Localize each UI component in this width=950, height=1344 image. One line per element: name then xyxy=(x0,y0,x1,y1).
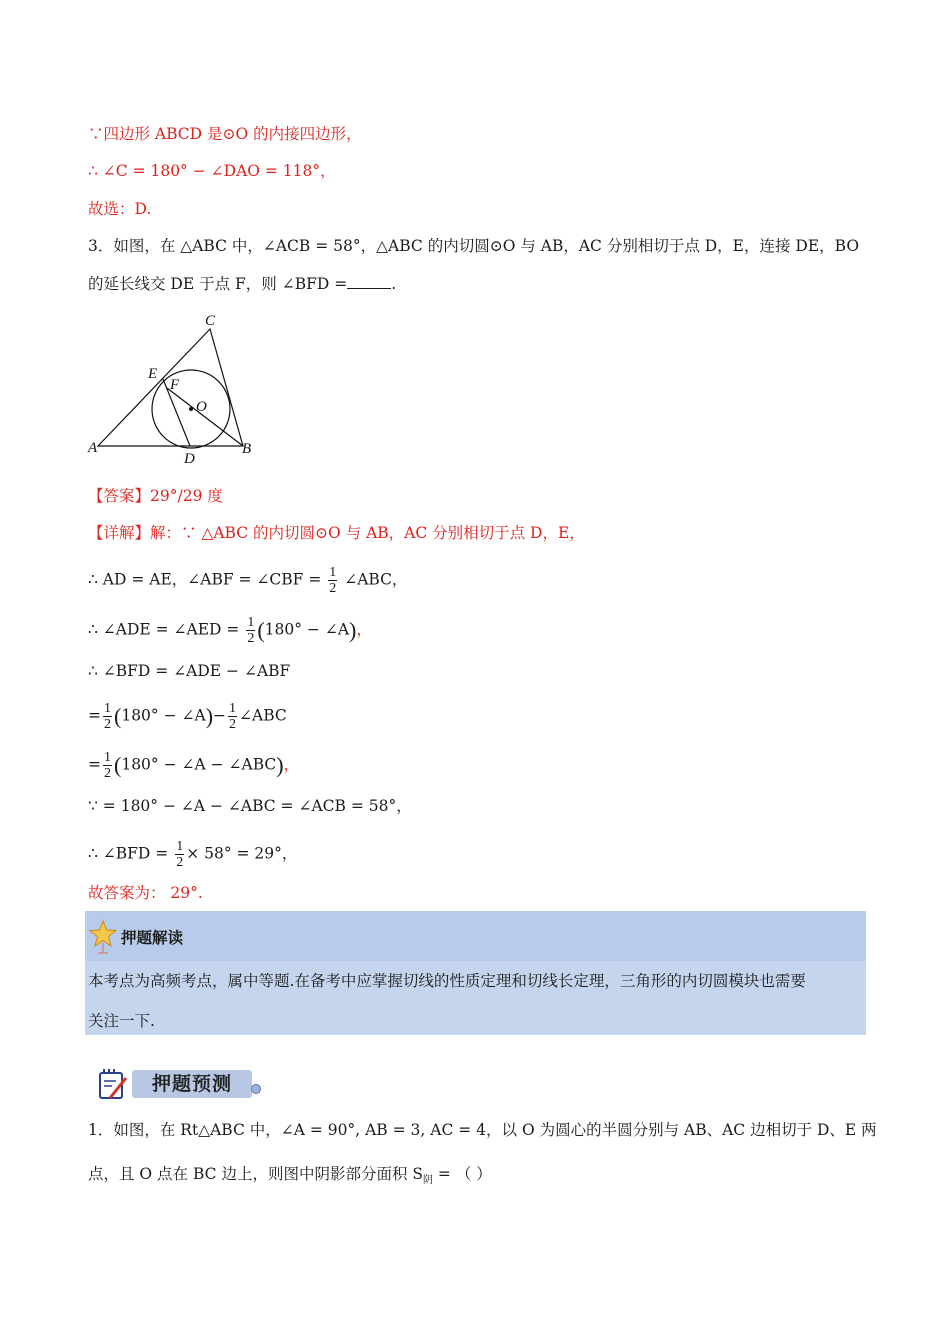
label-c: C xyxy=(205,313,216,329)
detail-conclusion: 故答案为： 29°. xyxy=(88,884,203,902)
detail-step-7 xyxy=(88,839,297,870)
step-5-comma: ， xyxy=(283,755,300,774)
q1-text-b: 点，且 O 点在 BC 边上，则图中阴影部分面积 S xyxy=(88,1165,423,1183)
star-icon xyxy=(89,919,117,955)
step-2-text-b: 180° − ∠A xyxy=(264,620,350,639)
label-b: B xyxy=(242,441,252,457)
prev-solution-line-1: ∵四边形 ABCD 是⊙O 的内接四边形， xyxy=(88,125,362,143)
answer-value: 29°/29 度 xyxy=(150,487,223,505)
fraction-half: $\frac{1}{2}$ xyxy=(329,565,337,596)
center-point-o xyxy=(189,407,193,411)
step-5-equals: = xyxy=(88,755,101,774)
interpretation-panel xyxy=(85,911,866,1035)
answer-tag: 【答案】 xyxy=(88,487,151,505)
detail-step-3: ∴ ∠BFD = ∠ADE − ∠ABF xyxy=(88,662,291,680)
answer-blank xyxy=(347,274,391,289)
detail-step-1 xyxy=(88,565,407,596)
detail-intro: 解：∵ △ABC 的内切圆⊙O 与 AB，AC 分别相切于点 D，E， xyxy=(150,524,585,542)
notebook-pen-icon xyxy=(96,1068,130,1102)
problem-text-b: 的延长线交 DE 于点 F，则 ∠BFD = xyxy=(88,275,348,293)
answer-line xyxy=(88,486,223,506)
step-1-text-b: ∠ABC， xyxy=(344,570,408,589)
fraction-half: $\frac{1}{2}$ xyxy=(176,839,184,870)
interpretation-title: 押题解读 xyxy=(121,929,184,947)
detail-intro-line xyxy=(88,523,585,543)
step-4-minus: − xyxy=(213,706,227,725)
step-4-equals: = xyxy=(88,706,101,725)
q1-subscript: 阴 xyxy=(423,1175,433,1187)
detail-step-5: = $\frac{1}{2}$ (180° − ∠A − ∠ABC)， xyxy=(88,750,300,781)
interpretation-text-2: 关注一下. xyxy=(88,1012,155,1030)
triangle-incircle-figure xyxy=(80,305,270,470)
bullet-dot-icon xyxy=(250,1083,262,1095)
detail-step-2: ∴ ∠ADE = ∠AED = $\frac{1}{2}$ (180° − ∠A)， xyxy=(88,615,372,646)
problem-text-b-end: . xyxy=(391,275,397,293)
step-7-text-a: ∴ ∠BFD = xyxy=(88,844,169,863)
step-5-text-b: 180° − ∠A − ∠ABC xyxy=(121,755,277,774)
fraction-half: $\frac{1}{2}$ xyxy=(104,750,111,781)
problem-text-a: 如图，在 △ABC 中，∠ACB = 58°，△ABC 的内切圆⊙O 与 AB，AC 分别相切于点 D，E，连接 DE，BO xyxy=(113,237,860,255)
prediction-q1-line-2 xyxy=(88,1164,492,1191)
problem-3-text-line-2 xyxy=(88,274,396,294)
detail-tag: 【详解】 xyxy=(88,524,151,542)
label-e: E xyxy=(148,366,158,382)
step-2-comma: ， xyxy=(356,620,372,639)
fraction-half: $\frac{1}{2}$ xyxy=(104,701,111,732)
prev-solution-line-3: 故选：D. xyxy=(88,200,152,218)
problem-number: 3． xyxy=(88,237,114,255)
label-a: A xyxy=(88,440,98,456)
step-7-text-b: × 58° = 29°， xyxy=(186,844,298,863)
detail-step-6: ∵ = 180° − ∠A − ∠ABC = ∠ACB = 58°， xyxy=(88,797,412,815)
problem-3-text-line-1 xyxy=(88,236,859,256)
interpretation-header xyxy=(85,911,866,961)
fraction-half: $\frac{1}{2}$ xyxy=(229,701,237,732)
step-2-text-a: ∴ ∠ADE = ∠AED = xyxy=(88,620,240,639)
label-f: F xyxy=(170,377,180,393)
prediction-banner xyxy=(96,1066,266,1106)
step-1-text-a: ∴ AD = AE，∠ABF = ∠CBF = xyxy=(88,570,322,589)
label-d: D xyxy=(184,451,195,467)
detail-step-4: = $\frac{1}{2}$ (180° − ∠A)− $\frac{1}{2}$ ∠ABC xyxy=(88,701,287,732)
fraction-half: $\frac{1}{2}$ xyxy=(247,615,255,646)
prediction-banner-label: 押题预测 xyxy=(132,1070,252,1098)
prediction-q1-line-1: 1．如图，在 Rt△ABC 中，∠A = 90°, AB = 3, AC = 4，以 O 为圆心的半圆分别与 AB、AC 边相切于 D、E 两 xyxy=(88,1121,877,1139)
q1-text-c: = （ ） xyxy=(433,1165,492,1183)
label-o: O xyxy=(196,399,207,415)
step-4-text-d: ∠ABC xyxy=(239,706,287,725)
prev-solution-line-2: ∴ ∠C = 180° − ∠DAO = 118°， xyxy=(88,162,336,180)
interpretation-text-1: 本考点为高频考点，属中等题.在备考中应掌握切线的性质定理和切线长定理，三角形的内切圆模块也需要 xyxy=(88,972,806,990)
step-4-text-b: 180° − ∠A xyxy=(121,706,206,725)
